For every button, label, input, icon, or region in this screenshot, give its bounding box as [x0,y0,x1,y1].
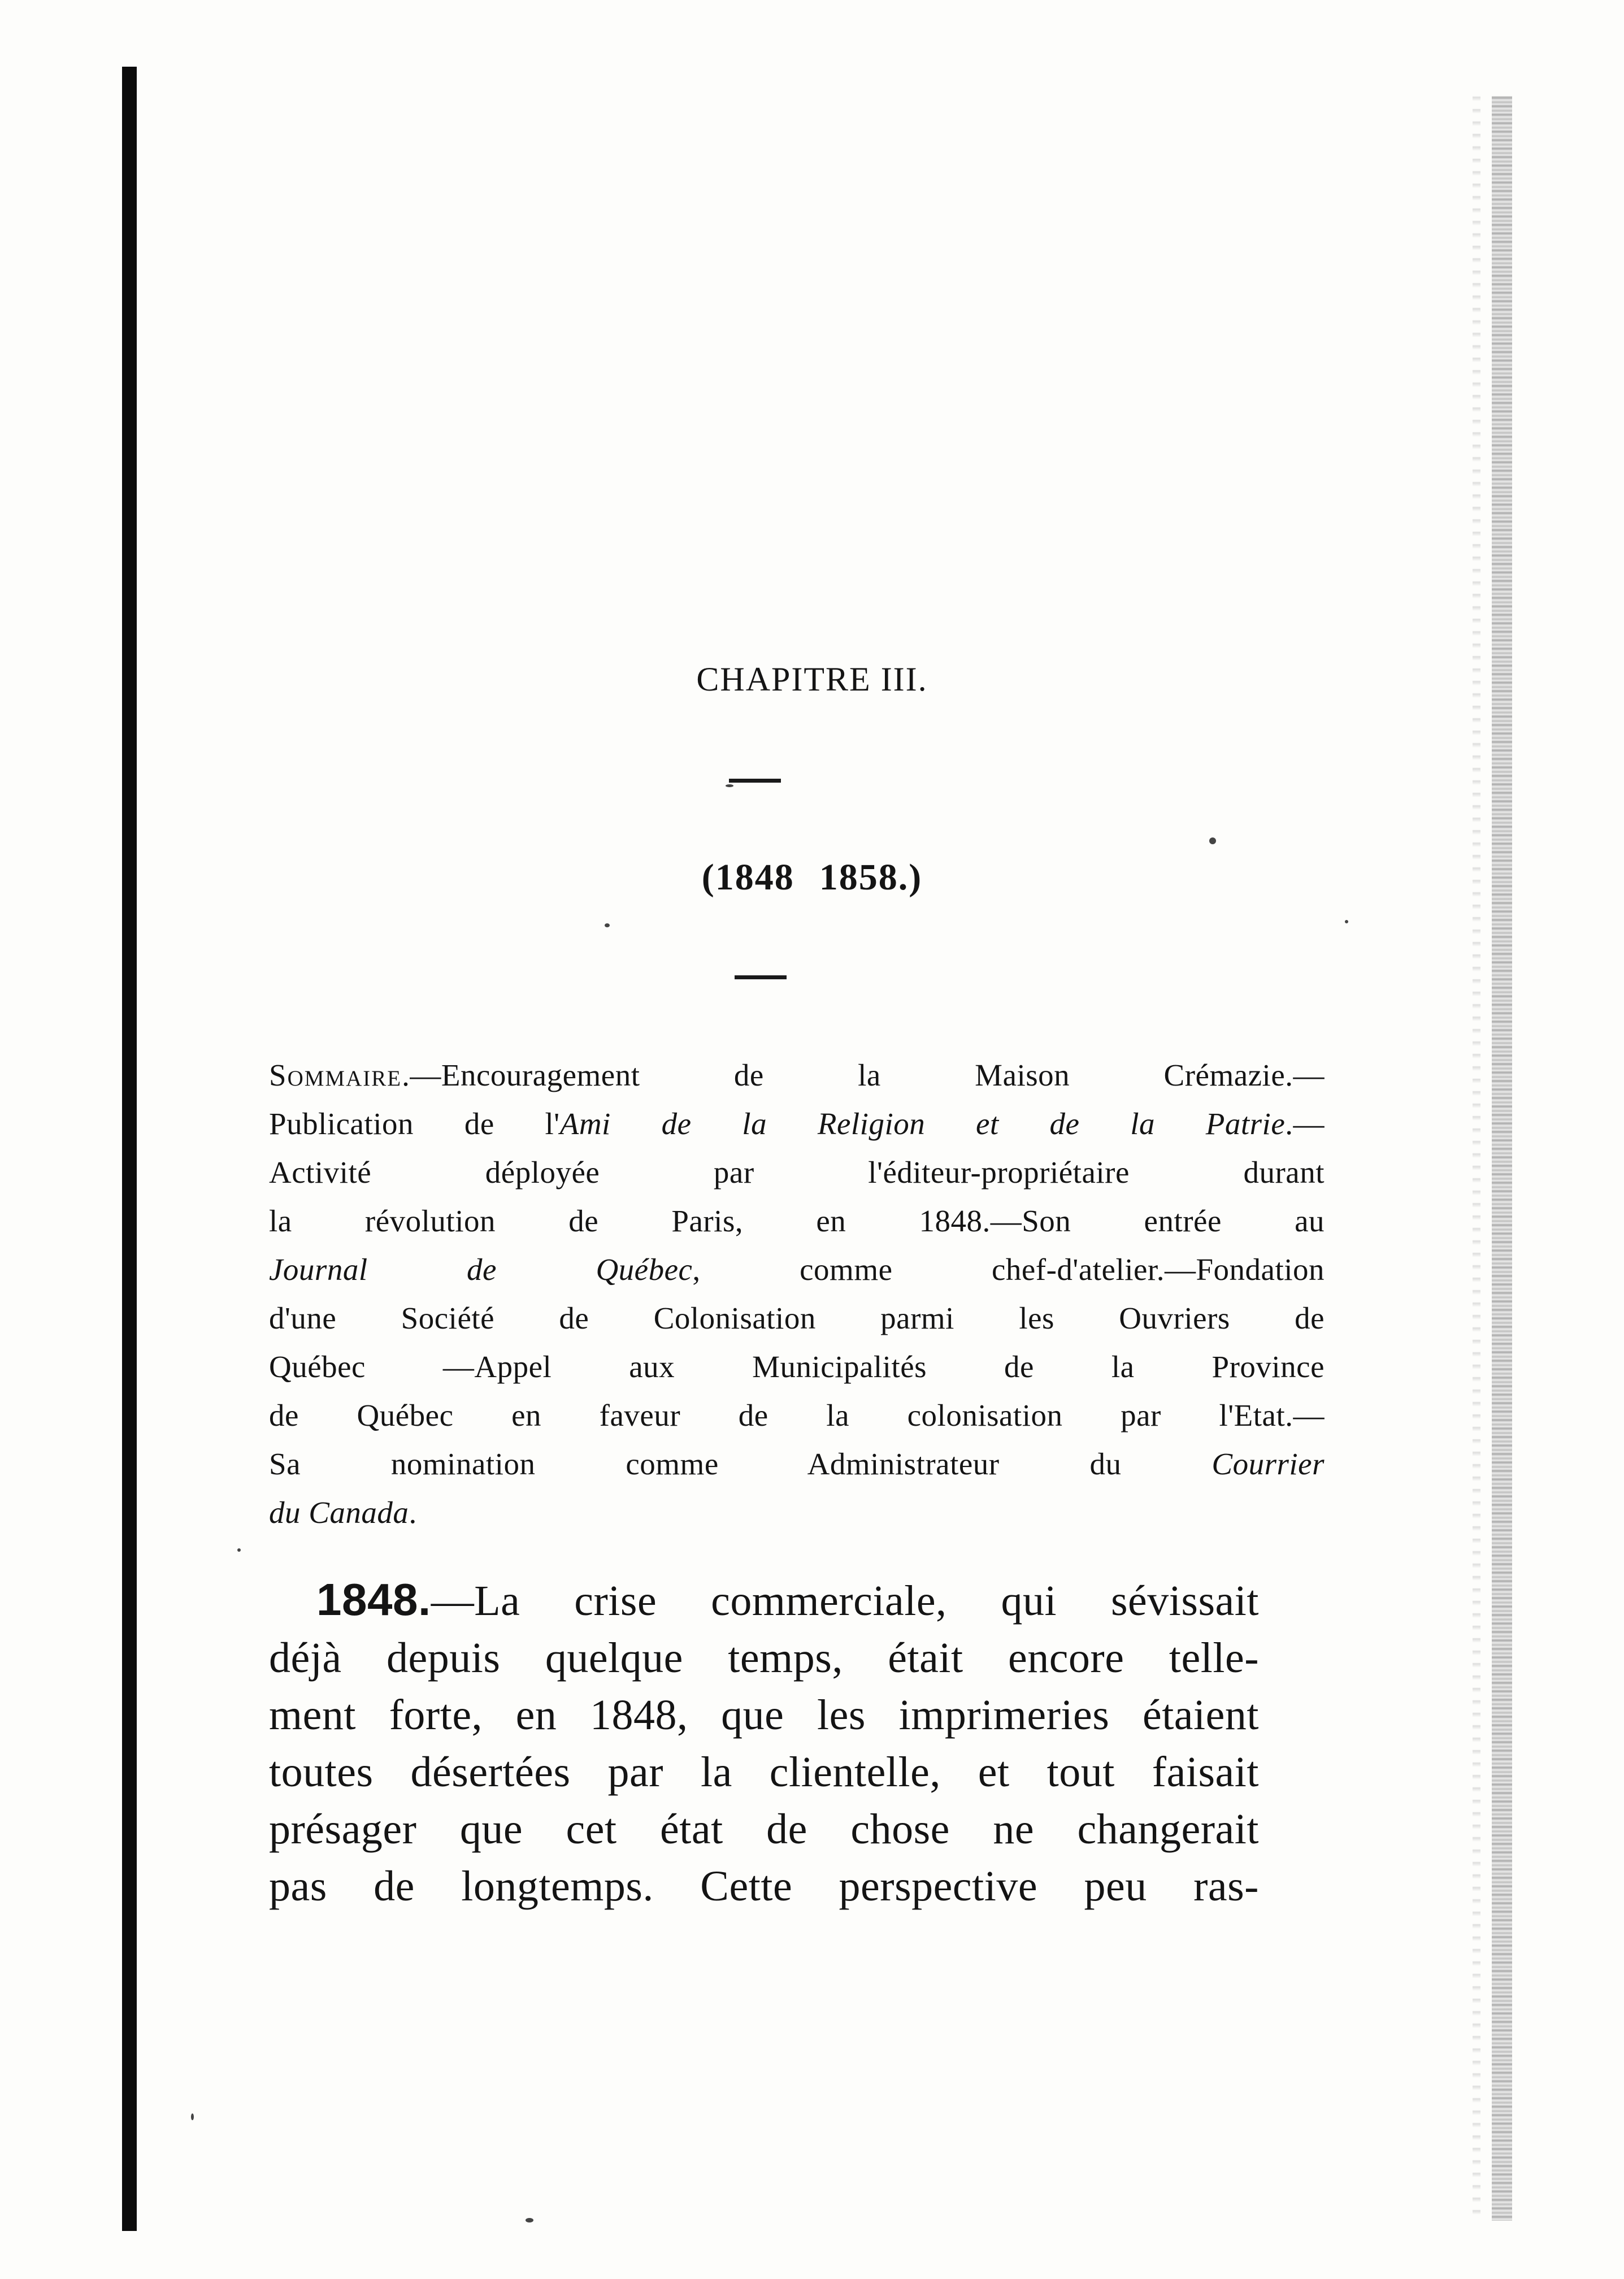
date-start: (1848 [701,857,794,898]
summary-line: Activité déployée par l'éditeur-propriétaire durant [269,1155,1325,1190]
body-line: 1848.—La crise commerciale, qui sévissait [316,1574,1259,1625]
body-line: déjà depuis quelque temps, était encore telle- [269,1634,1259,1682]
page-edge-inner [1473,96,1480,2221]
summary-line: Sommaire.—Encouragement de la Maison Crémazie.— [269,1058,1325,1092]
scan-speck [726,784,733,787]
scan-speck [1209,837,1216,844]
body-line: ment forte, en 1848, que les imprimeries étaient [269,1691,1259,1739]
summary-line: d'une Société de Colonisation parmi les Ouvriers de [269,1301,1325,1335]
summary-line: Publication de l'Ami de la Religion et de la Patrie.— [269,1106,1325,1141]
ornamental-rule [729,779,781,783]
newspaper-title: Courrier [1212,1447,1325,1481]
date-end: 1858.) [819,857,923,898]
newspaper-title: du Canada [269,1495,409,1530]
summary-line: du Canada. [269,1495,417,1530]
body-line: toutes désertées par la clientelle, et tout faisait [269,1748,1259,1796]
chapter-title: CHAPITRE III. [696,661,928,698]
newspaper-title: Journal de Québec [269,1252,693,1287]
body-text [269,1571,1259,1915]
summary-line: Sa nomination comme Administrateur du Courrier [269,1447,1325,1481]
chapter-dates [0,856,1624,899]
scan-speck [526,2218,533,2222]
paragraph-year: 1848. [316,1574,431,1625]
scan-speck [605,923,610,927]
scan-speck [191,2113,194,2120]
summary-line: Québec —Appel aux Municipalités de la Province [269,1349,1325,1384]
chapter-summary [269,1051,1325,1537]
page-edge [1492,96,1512,2221]
ornamental-rule [735,975,787,979]
binding-shadow [122,67,137,2231]
summary-label: Sommaire [269,1058,402,1092]
newspaper-title: Ami de la Religion et de la Patrie [559,1106,1286,1141]
summary-line: Journal de Québec, comme chef-d'atelier.—Fondation [269,1252,1325,1287]
body-line: pas de longtemps. Cette perspective peu ras- [269,1863,1259,1910]
scan-speck [1345,920,1348,923]
body-line: présager que cet état de chose ne changerait [269,1805,1259,1853]
summary-line: de Québec en faveur de la colonisation par l'Etat.— [269,1398,1325,1432]
scan-speck [237,1548,241,1552]
summary-line: la révolution de Paris, en 1848.—Son entrée au [269,1204,1325,1238]
